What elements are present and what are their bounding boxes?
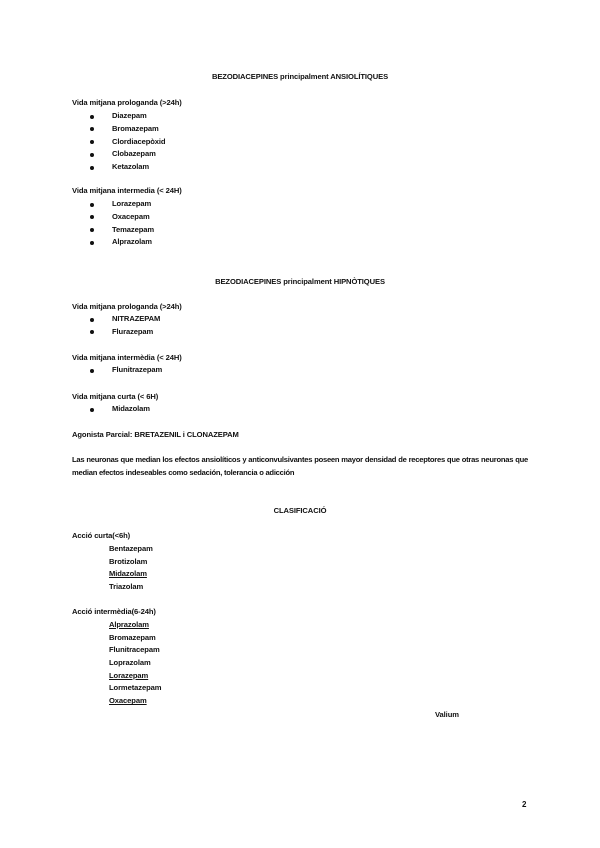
list-item: Loprazolam (109, 658, 151, 668)
list-item: Flunitrazepam (90, 364, 162, 377)
agonista-line: Agonista Parcial: BRETAZENIL i CLONAZEPAM (72, 430, 239, 439)
list-item: Clobazepam (90, 148, 165, 161)
list-item: Lormetazepam (109, 683, 162, 693)
list-item: Flunitracepam (109, 645, 160, 655)
section-heading-ansiolitiques: BEZODIACEPINES principalment ANSIOLÍTIQUES (211, 72, 389, 81)
list-item: Brotizolam (109, 556, 148, 566)
list-item: Oxacepam (90, 211, 154, 224)
accio-curta-list (109, 543, 153, 594)
list-item: Alprazolam (109, 620, 149, 629)
list-item: Oxacepam (109, 696, 147, 706)
accio-curta-label: Acció curta(<6h) (72, 531, 131, 540)
list-item: Diazepam (90, 110, 165, 123)
list-item: Bromazepam (109, 632, 156, 642)
list-item: Ketazolam (90, 161, 165, 174)
list-item: Midazolam (109, 569, 147, 579)
bullet-list-prolongada-2 (90, 313, 160, 339)
list-item: Bentazepam (109, 544, 153, 553)
group-label-prolongada-2: Vida mitjana prologanda (>24h) (72, 302, 182, 311)
bullet-list-curta-2 (90, 403, 150, 416)
list-item: Clordiacepòxid (90, 136, 165, 149)
list-item: Triazolam (109, 582, 144, 592)
page-number: 2 (522, 800, 527, 809)
list-item: Temazepam (90, 224, 154, 237)
accio-intermedia-label: Acció intermèdia(6-24h) (72, 607, 156, 616)
bullet-list-prolongada (90, 110, 165, 174)
bullet-list-intermedia-2 (90, 364, 162, 377)
list-item: Alprazolam (90, 236, 154, 249)
group-label-curta-2: Vida mitjana curta (< 6H) (72, 392, 159, 401)
group-label-intermedia-2: Vida mitjana intermèdia (< 24H) (72, 353, 182, 362)
valium-note: Valium (435, 710, 459, 719)
section-heading-hipnotiques: BEZODIACEPINES principalment HIPNÒTIQUES (215, 277, 385, 286)
list-item: NITRAZEPAM (90, 313, 160, 326)
list-item: Bromazepam (90, 123, 165, 136)
body-paragraph: Las neuronas que median los efectos ansiolíticos y anticonvulsivantes poseen mayor densidad de receptores que otras neuronas que median efectos indeseables como sedación, tolerancia o adicción (72, 455, 528, 477)
accio-intermedia-list (109, 619, 161, 708)
list-item: Midazolam (90, 403, 150, 416)
classification-heading: CLASIFICACIÓ (273, 506, 327, 515)
list-item: Lorazepam (109, 670, 149, 680)
bullet-list-intermedia (90, 198, 154, 249)
list-item: Lorazepam (90, 198, 154, 211)
group-label-intermedia: Vida mitjana intermedia (< 24H) (72, 186, 182, 195)
list-item: Flurazepam (90, 326, 160, 339)
group-label-prolongada: Vida mitjana prologanda (>24h) (72, 98, 182, 107)
